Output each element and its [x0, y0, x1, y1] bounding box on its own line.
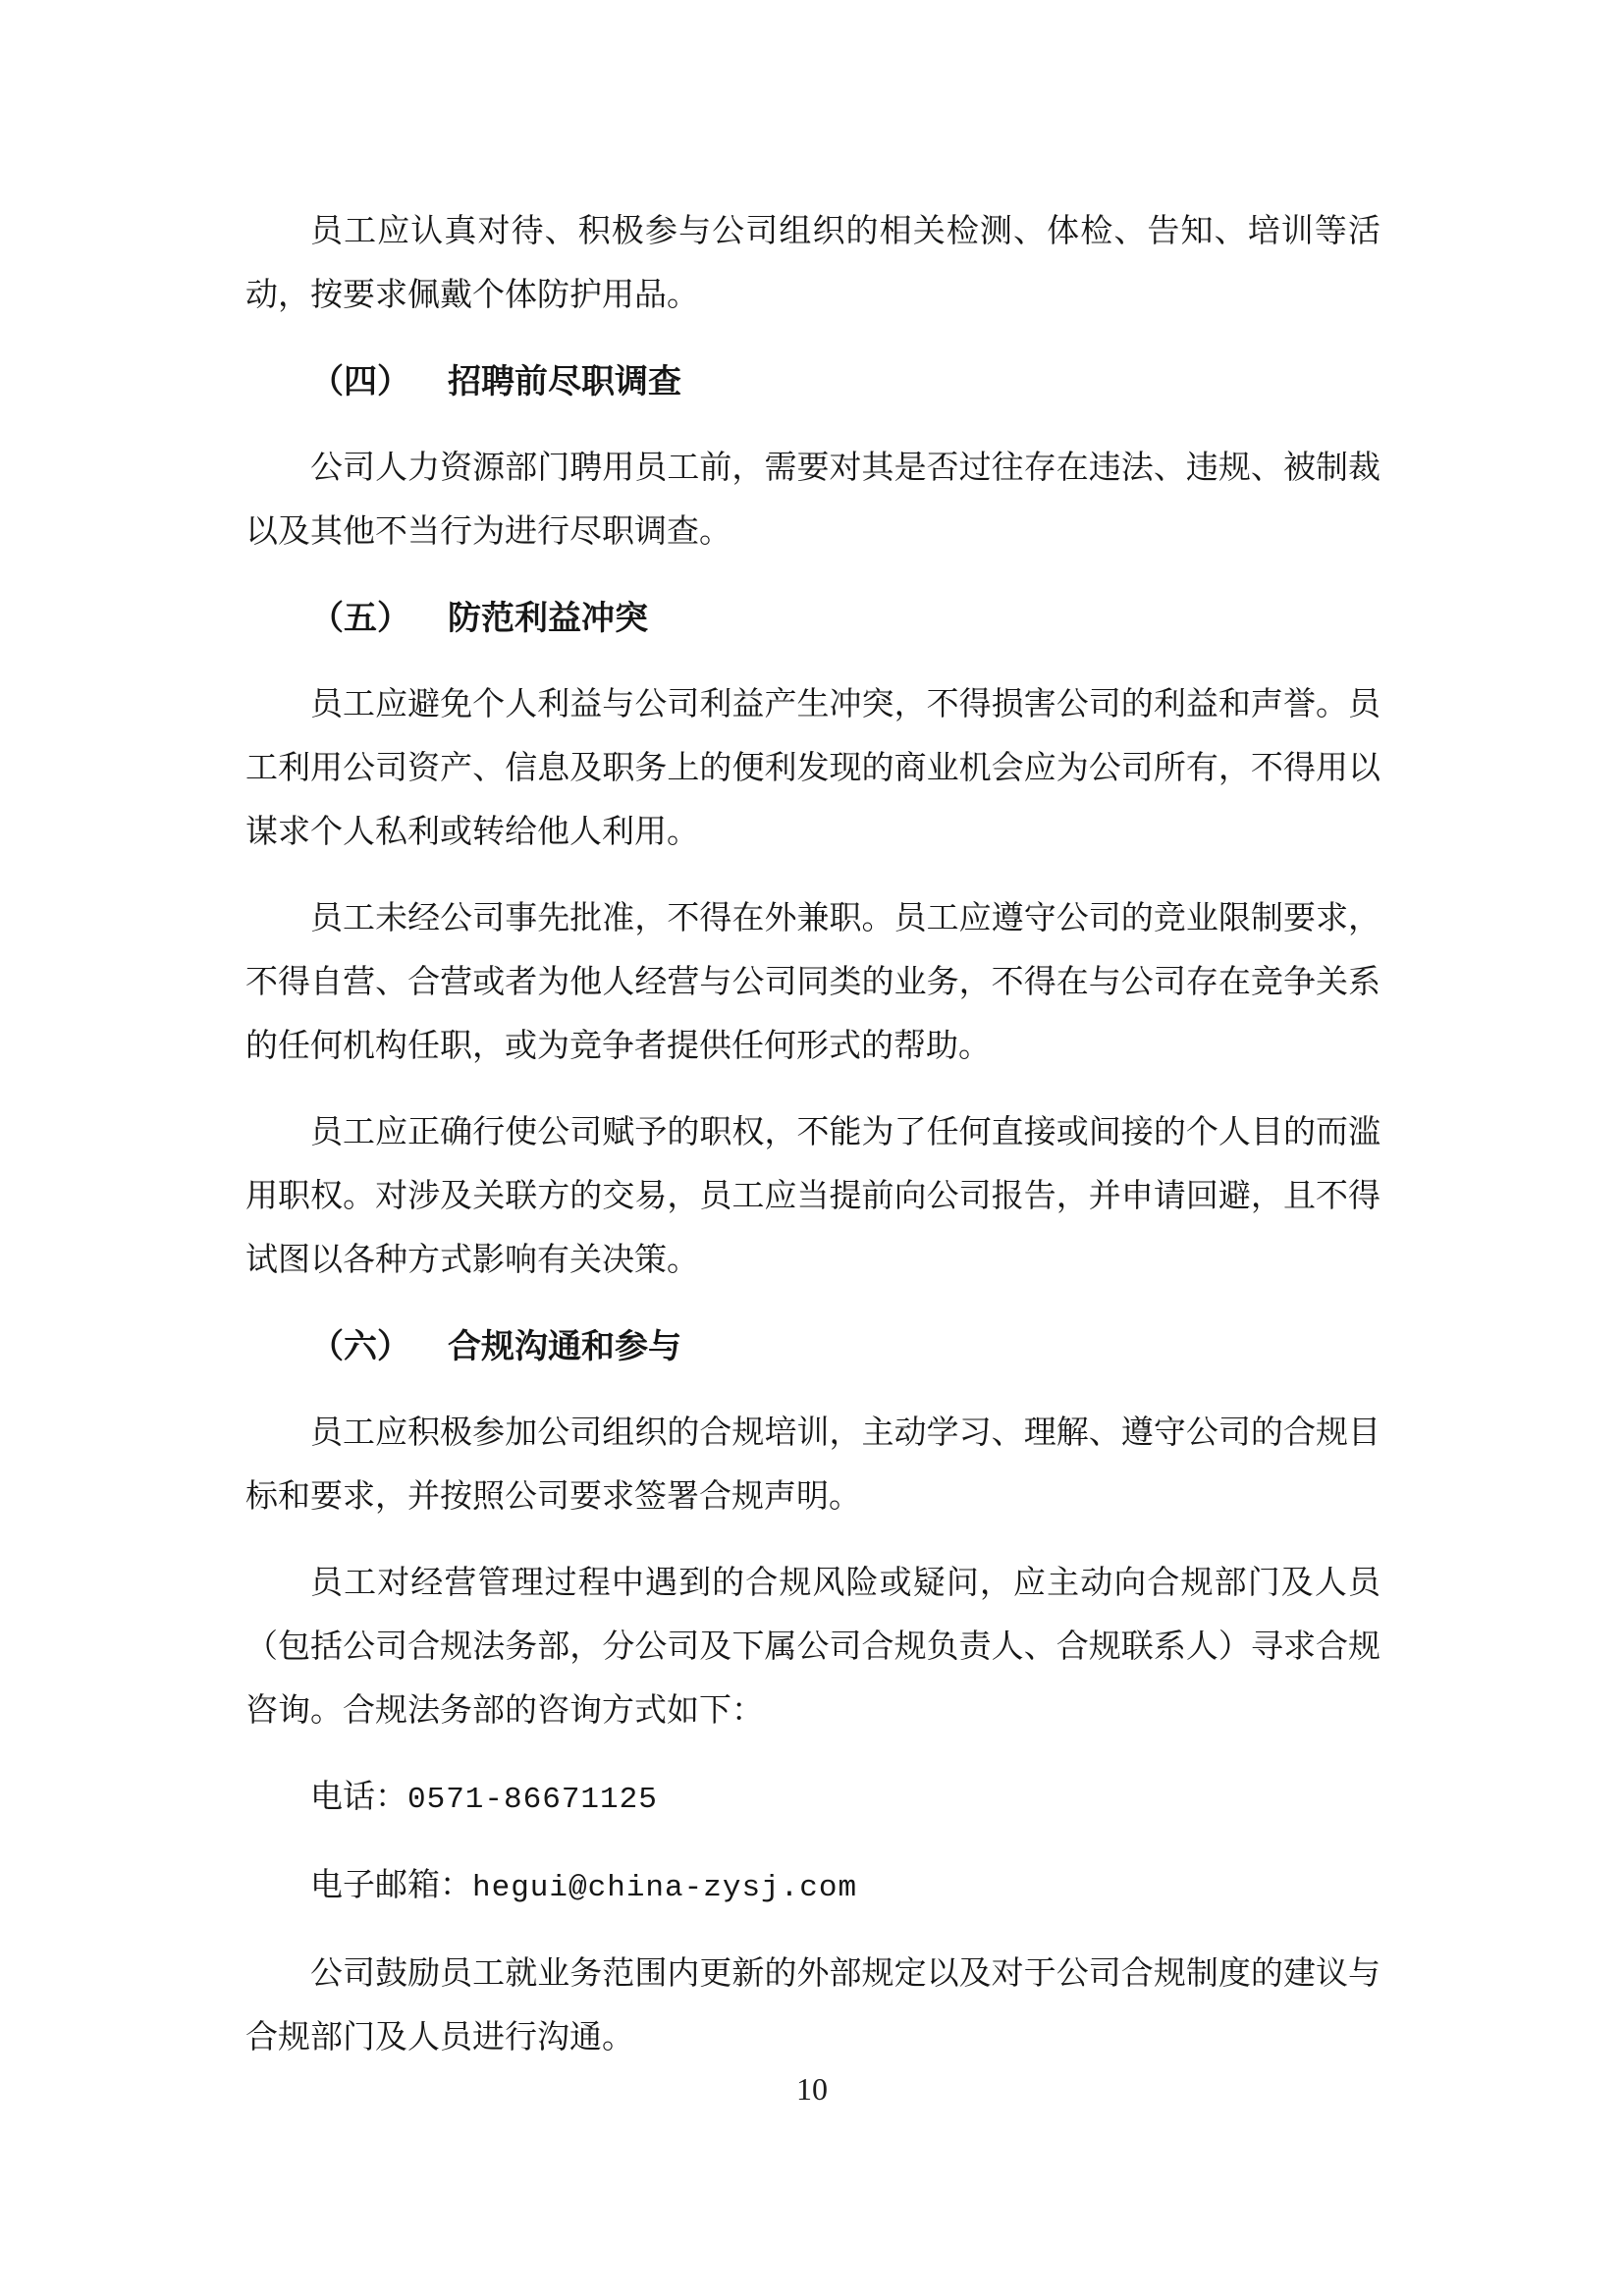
section-heading	[245, 1315, 1380, 1379]
contact-line	[245, 1766, 1380, 1832]
heading-number: （五）	[310, 601, 410, 637]
contact-line	[245, 1854, 1380, 1920]
paragraph: 员工应认真对待、积极参与公司组织的相关检测、体检、告知、培训等活动，按要求佩戴个体防护用品。	[245, 214, 1380, 313]
heading-number: （四）	[310, 364, 410, 400]
contact-value: hegui@china-zysj.com	[472, 1871, 858, 1905]
paragraph: 员工未经公司事先批准，不得在外兼职。员工应遵守公司的竞业限制要求，不得自营、合营或者为他人经营与公司同类的业务，不得在与公司存在竞争关系的任何机构任职，或为竞争者提供任何形式的帮助。	[245, 901, 1380, 1064]
paragraph: 员工应积极参加公司组织的合规培训，主动学习、理解、遵守公司的合规目标和要求，并按照公司要求签署合规声明。	[245, 1415, 1380, 1515]
contact-label: 电话：	[310, 1780, 407, 1815]
heading-number: （六）	[310, 1329, 410, 1365]
page-number: 10	[796, 2071, 828, 2107]
heading-title: 合规沟通和参与	[448, 1329, 681, 1365]
section-heading	[245, 350, 1380, 414]
paragraph: 公司人力资源部门聘用员工前，需要对其是否过往存在违法、违规、被制裁以及其他不当行为进行尽职调查。	[245, 451, 1380, 550]
paragraph: 公司鼓励员工就业务范围内更新的外部规定以及对于公司合规制度的建议与合规部门及人员进行沟通。	[245, 1956, 1380, 2056]
paragraph: 员工应正确行使公司赋予的职权，不能为了任何直接或间接的个人目的而滥用职权。对涉及关联方的交易，员工应当提前向公司报告，并申请回避，且不得试图以各种方式影响有关决策。	[245, 1115, 1380, 1278]
paragraph: 员工应避免个人利益与公司利益产生冲突，不得损害公司的利益和声誉。员工利用公司资产、信息及职务上的便利发现的商业机会应为公司所有，不得用以谋求个人私利或转给他人利用。	[245, 687, 1380, 850]
contact-value: 0571-86671125	[407, 1783, 658, 1817]
contact-label: 电子邮箱：	[310, 1868, 472, 1903]
document-body	[245, 200, 1380, 2093]
section-heading	[245, 587, 1380, 651]
heading-title: 防范利益冲突	[448, 601, 648, 637]
paragraph: 员工对经营管理过程中遇到的合规风险或疑问，应主动向合规部门及人员（包括公司合规法务部，分公司及下属公司合规负责人、合规联系人）寻求合规咨询。合规法务部的咨询方式如下：	[245, 1566, 1380, 1729]
heading-title: 招聘前尽职调查	[448, 364, 681, 400]
